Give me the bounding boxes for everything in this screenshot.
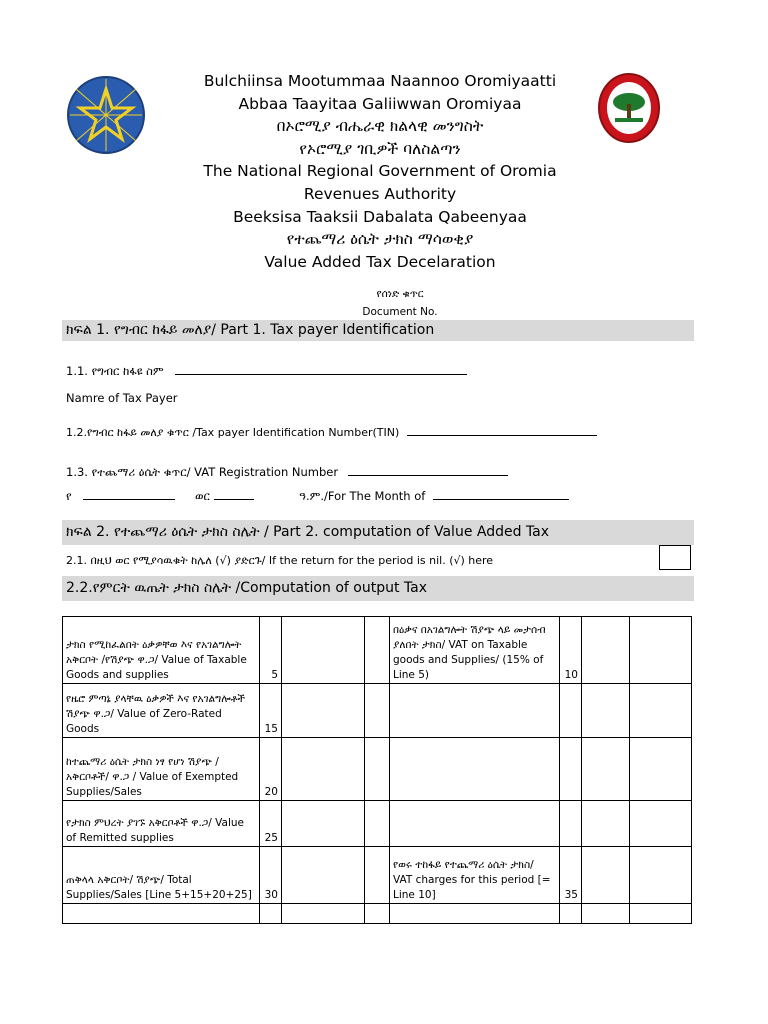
- amount-cell-right[interactable]: [582, 617, 630, 684]
- tin-row: [66, 423, 597, 440]
- table-row: [63, 617, 692, 684]
- month-field[interactable]: [214, 487, 254, 500]
- row-description-left: የታክስ ምህረት ያገኙ አቅርቦቶች ዋ.ጋ/ Value of Remitted supplies: [63, 801, 260, 847]
- table-row: [63, 904, 692, 924]
- output-tax-header: [62, 576, 694, 601]
- amount-cell-left[interactable]: [282, 801, 365, 847]
- taxpayer-name-row: [66, 362, 467, 379]
- row-line-number-right: [560, 904, 582, 924]
- part1-title: ክፍል 1. የግብር ከፋይ መለያ/ Part 1. Tax payer Identification: [66, 322, 435, 338]
- table-row: [63, 801, 692, 847]
- header-line-english-gov: The National Regional Government of Oromia: [203, 162, 557, 181]
- row-description-left: ከተጨማሪ ዕሴት ታክስ ነፃ የሆነ ሽያጭ /አቅርቦቶች/ ዋ.ጋ / Value of Exempted Supplies/Sales: [63, 738, 260, 801]
- document-number-label-am: የሰነድ ቁጥር: [376, 288, 424, 300]
- row-description-left: የዜሮ ምጣኔ ያላቸዉ ዕቃዎች እና የአገልግሎቶች ሽያጭ ዋ.ጋ/ Value of Zero-Rated Goods: [63, 684, 260, 738]
- table-row: [63, 847, 692, 904]
- row-description-right: [390, 904, 560, 924]
- output-tax-title: 2.2.የምርት ዉጤት ታክስ ስሌት /Computation of output Tax: [66, 580, 427, 596]
- row-line-number-right: 10: [560, 617, 582, 684]
- part2-title: ክፍል 2. የተጨማሪ ዕሴት ታክስ ስሌት / Part 2. computation of Value Added Tax: [66, 524, 550, 540]
- calendar-month-label: ዓ.ም./For The Month of: [299, 489, 426, 503]
- row-description-right: በዕቃና በአገልግሎት ሽያጭ ላይ መታሰብ ያለበት ታክስ/ VAT on Taxable goods and Supplies/ (15% of Line 5): [390, 617, 560, 684]
- month-of-field[interactable]: [433, 487, 569, 500]
- row-line-number-left: 5: [260, 617, 282, 684]
- cents-cell-right[interactable]: [630, 738, 692, 801]
- table-row: [63, 684, 692, 738]
- cents-cell-left[interactable]: [365, 738, 390, 801]
- header-line-amharic-title: የተጨማሪ ዕሴት ታክስ ማሳወቂያ: [286, 230, 474, 249]
- cents-cell-right[interactable]: [630, 904, 692, 924]
- row-line-number-left: 20: [260, 738, 282, 801]
- row-description-left: ጠቅላላ አቅርቦት/ ሽያጭ/ Total Supplies/Sales [Line 5+15+20+25]: [63, 847, 260, 904]
- part1-header: [62, 320, 694, 341]
- nil-return-label: 2.1. በዚህ ወር የሚያሳዉቁት ከሌለ (√) ያድርጉ/ If the return for the period is nil. (√) here: [66, 554, 494, 567]
- cents-cell-right[interactable]: [630, 847, 692, 904]
- amount-cell-left[interactable]: [282, 904, 365, 924]
- cents-cell-right[interactable]: [630, 684, 692, 738]
- row-line-number-right: [560, 738, 582, 801]
- amount-cell-right[interactable]: [582, 904, 630, 924]
- vat-registration-row: [66, 463, 508, 480]
- document-number-label-en: Document No.: [362, 306, 438, 318]
- row-description-right: [390, 684, 560, 738]
- row-description-left: [63, 904, 260, 924]
- month-label-am: ወር: [194, 489, 210, 503]
- amount-cell-right[interactable]: [582, 684, 630, 738]
- taxpayer-name-field[interactable]: [175, 362, 467, 375]
- row-line-number-right: 35: [560, 847, 582, 904]
- taxpayer-name-label-am: 1.1. የግብር ከፋዩ ስም: [66, 364, 164, 378]
- cents-cell-left[interactable]: [365, 617, 390, 684]
- taxpayer-name-label-en: Namre of Tax Payer: [66, 391, 178, 405]
- period-row: [66, 487, 569, 504]
- amount-cell-left[interactable]: [282, 738, 365, 801]
- page-title: Value Added Tax Decelaration: [264, 252, 496, 271]
- row-description-right: የወሩ ተከፋይ የተጨማሪ ዕሴት ታክስ/ VAT charges for this period [= Line 10]: [390, 847, 560, 904]
- row-line-number-left: 25: [260, 801, 282, 847]
- cents-cell-left[interactable]: [365, 904, 390, 924]
- amount-cell-left[interactable]: [282, 847, 365, 904]
- vat-registration-label: 1.3. የተጨማሪ ዕሴት ቁጥር/ VAT Registration Number: [66, 465, 339, 479]
- nil-return-checkbox[interactable]: [659, 545, 691, 570]
- header-line-oromo-authority: Abbaa Taayitaa Galiiwwan Oromiyaa: [238, 94, 522, 113]
- table-row: [63, 738, 692, 801]
- row-description-right: [390, 801, 560, 847]
- row-line-number-right: [560, 801, 582, 847]
- header-line-amharic-authority: የኦሮሚያ ገቢዎች ባለስልጣን: [299, 139, 461, 158]
- row-line-number-left: 30: [260, 847, 282, 904]
- row-line-number-left: 15: [260, 684, 282, 738]
- row-line-number-right: [560, 684, 582, 738]
- cents-cell-left[interactable]: [365, 684, 390, 738]
- amount-cell-left[interactable]: [282, 684, 365, 738]
- row-description-left: ታክስ የሚከፈልበት ዕቃዎቸወ እና የአገልግሎት አቅርቦት /የሽያጭ ዋ.ጋ/ Value of Taxable Goods and supplies: [63, 617, 260, 684]
- tin-label: 1.2.የግብር ከፋይ መለያ ቁጥር /Tax payer Identification Number(TIN): [66, 426, 400, 439]
- year-field[interactable]: [83, 487, 175, 500]
- header-line-amharic-gov: በኦሮሚያ ብሔራዊ ክልላዊ መንግስት: [276, 117, 484, 136]
- part2-header: [62, 520, 694, 545]
- vat-registration-field[interactable]: [348, 463, 508, 476]
- cents-cell-right[interactable]: [630, 617, 692, 684]
- amount-cell-right[interactable]: [582, 738, 630, 801]
- amount-cell-right[interactable]: [582, 847, 630, 904]
- header-line-oromo-title: Beeksisa Taaksii Dabalata Qabeenyaa: [233, 207, 527, 226]
- row-description-right: [390, 738, 560, 801]
- output-tax-table: [62, 616, 692, 924]
- amount-cell-right[interactable]: [582, 801, 630, 847]
- amount-cell-left[interactable]: [282, 617, 365, 684]
- header-line-english-authority: Revenues Authority: [303, 184, 457, 203]
- row-line-number-left: [260, 904, 282, 924]
- cents-cell-left[interactable]: [365, 847, 390, 904]
- cents-cell-right[interactable]: [630, 801, 692, 847]
- cents-cell-left[interactable]: [365, 801, 390, 847]
- year-prefix: የ: [66, 489, 72, 503]
- header-line-oromo-gov: Bulchiinsa Mootummaa Naannoo Oromiyaatti: [203, 72, 557, 90]
- header-block: [130, 70, 630, 273]
- tin-field[interactable]: [407, 423, 597, 436]
